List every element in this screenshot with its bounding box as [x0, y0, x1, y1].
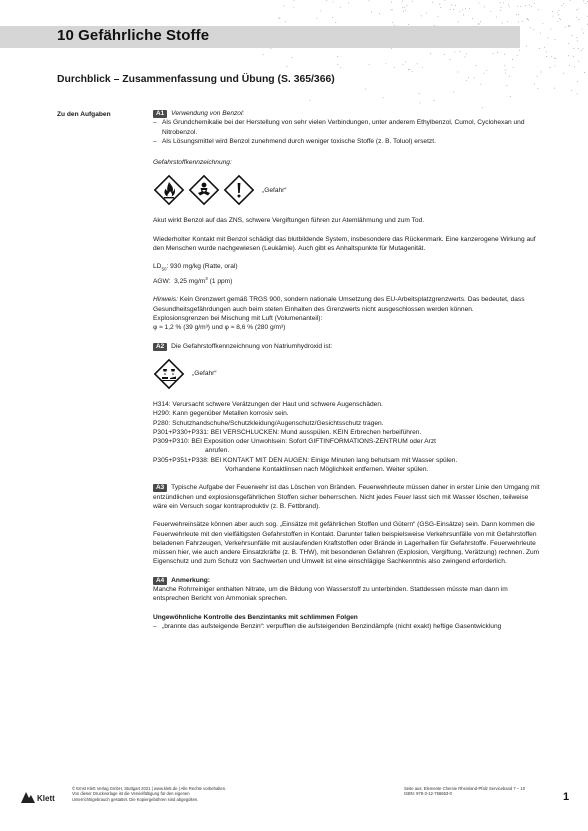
a4-list [153, 622, 543, 631]
a1-signal-word: „Gefahr“ [262, 186, 287, 194]
a2-p309-cont: anrufen. [205, 447, 230, 455]
a1-uses-list [153, 118, 543, 146]
a1-pictogram-row [153, 173, 543, 207]
a4-heading: Anmerkung: [171, 576, 211, 584]
a1-explosion-values: φ ≈ 1,2 % (39 g/m³) und φ ≈ 8,6 % (280 g/m³) [153, 324, 286, 332]
a2-badge: A2 [153, 343, 167, 351]
list-item: – Als Lösungsmittel wird Benzol zunehmend durch weniger toxische Stoffe (z. B. Toluol) ersetzt. [153, 137, 543, 146]
a3-badge: A3 [153, 484, 167, 492]
footer-source: Seite aus: Elemente Chemie Rheinland-Pfalz Serviceband 7 – 10 ISBN: 978-3-12-756653-0 [404, 786, 526, 797]
a1-heading: Verwendung von Benzol: [171, 110, 245, 117]
flame-pictogram-icon [153, 174, 185, 206]
a2-signal-word: „Gefahr“ [192, 370, 217, 378]
a2-heading-line [153, 342, 543, 351]
exclamation-pictogram-icon [223, 174, 255, 206]
section-subtitle: Durchblick – Zusammenfassung und Übung (S. 365/366) [57, 74, 335, 85]
list-item: – Als Grundchemikalie bei der Herstellung von sehr vielen Verbindungen, unter anderem Ethylbenzol, Cumol, Cyclohexan und Nitrobenzol. [153, 118, 543, 137]
a1-heading-line [153, 109, 543, 118]
a2-h314: H314: Verursacht schwere Verätzungen der Haut und schwere Augenschäden. [153, 400, 383, 408]
answers-content [153, 109, 543, 631]
a2-p301: P301+P330+P331: BEI VERSCHLUCKEN: Mund ausspülen. KEIN Erbrechen herbeiführen. [153, 428, 422, 436]
chapter-title: 10 Gefährliche Stoffe [57, 27, 210, 44]
a2-p305: P305+P351+P338: BEI KONTAKT MIT DEN AUGEN: Einige Minuten lang behutsam mit Wasser spülen. [153, 456, 458, 464]
a1-explosion-heading: Explosionsgrenzen bei Mischung mit Luft (Volumenanteil): [153, 315, 323, 323]
a1-badge: A1 [153, 110, 167, 118]
a3-para1: A3 Typische Aufgabe der Feuerwehr ist das Löschen von Bränden. Feuerwehrleute müssen daher in erster Linie den Umgang mit entzündlichen und explosionsgefährlichen Stoffen sicher beherrschen. Nicht jedes Feuer lasst sich mit Wasser löschen, teilweise wäre ein Versuch sogar kontraproduktiv (z. B. Fettbrand). [153, 484, 540, 510]
a4-heading-line [153, 576, 543, 585]
corrosion-pictogram-icon [153, 358, 185, 390]
a1-agw-line: AGW: 3,25 $mg/m^3$ (1 ppm) [153, 275, 233, 286]
a2-p280: P280: Schutzhandschuhe/Schutzkleidung/Augenschutz/Gesichtsschutz tragen. [153, 419, 384, 427]
a1-label-heading: Gefahrstoffkennzeichnung: [153, 159, 232, 167]
page-number: 1 [563, 791, 570, 803]
header-stipple-decoration [230, 0, 588, 110]
list-item: – „brannte das aufsteigende Benzin“: verpufften die aufsteigenden Benzindämpfe (nicht exakt) heftige Gasentwicklung [153, 622, 543, 631]
footer-copyright: © Ernst Klett Verlag GmbH, Stuttgart 2021 | www.klett.de | Alle Rechte vorbehalten. Von dieser Druckvorlage ist die Vervielfältigung für den eigenen Unterrichtsgebrauch gestattet. Die Kopiergebühren sind abgegolten. [72, 786, 227, 802]
a2-p309: P309+P310: BEI Exposition oder Unwohlsein: Sofort GIFTINFORMATIONS-ZENTRUM oder Arzt [153, 438, 436, 446]
svg-text:Klett: Klett [37, 794, 55, 803]
a1-ld50-line: $LD_{50}$: 930 mg/kg (Ratte, oral) [153, 263, 238, 272]
a3-para2: Feuerwehreinsätze können aber auch sog. „Einsätze mit gefährlichen Stoffen und Gütern“ (GSG-Einsätze) sein. Dann kommen die Feuerwehrleute mit den vielfältigsten Gefahrstoffen in Kontakt. Darunter fallen beispielsweise Verkehrsunfälle von mit Gefahrstoffen beladenen Fahrzeugen, Verkehrsunfälle mit auslaufenden Kraftstoffen oder Brände in Lagerhallen für Gefahrstoffe. Feuerwehrleute müssen hier, wie auch andere Einsatzkräfte (z. B. THW), mit besonderen Gefahren (Explosion, Vergiftung, Verätzung) rechnen. Zum Eigenschutz und zum Schutz von Sachwerten und Umwelt ist eine einschlägige Sachkenntnis also zwingend erforderlich. [153, 521, 540, 566]
a1-hint: Hinweis: Kein Grenzwert gemäß TRGS 900, sondern nationale Umsetzung des EU-Arbeitsplatzgrenzwerts. Das bedeutet, dass Gesundheitsgefährdungen auch beim steten Einhalten des Grenzwerts nicht ausgeschlossen werden können. [153, 296, 525, 313]
side-label: Zu den Aufgaben [57, 111, 111, 118]
a4-badge: A4 [153, 577, 167, 585]
a2-p305-cont: Vorhandene Kontaktlinsen nach Möglichkeit entfernen. Weiter spülen. [225, 466, 429, 474]
a1-acute-effect: Akut wirkt Benzol auf das ZNS, schwere Vergiftungen führen zur Atemlähmung und zum Tod. [153, 217, 425, 225]
a4-text: Manche Rohrreiniger enthalten Nitrate, um die Bildung von Wasserstoff zu unterbinden. Stattdessen müsste man dann im entsprechen Bericht von Ammoniak sprechen. [153, 586, 508, 603]
a2-pictogram-row [153, 357, 543, 391]
a4-subheading: Ungewöhnliche Kontrolle des Benzintanks mit schlimmen Folgen [153, 613, 358, 621]
klett-logo [20, 789, 62, 805]
a2-text: Die Gefahrstoffkennzeichnung von Natriumhydroxid ist: [171, 342, 333, 350]
health-hazard-pictogram-icon [188, 174, 220, 206]
a2-h290: H290: Kann gegenüber Metallen korrosiv sein. [153, 410, 289, 418]
a1-chronic-effect: Wiederholter Kontakt mit Benzol schädigt das blutbildende System, insbesondere das Rückenmark. Eine kanzerogene Wirkung auf den Menschen wurde nachgewiesen (Leukämie). Auch gibt es Anhaltspunkte für Mutagenität. [153, 235, 536, 253]
